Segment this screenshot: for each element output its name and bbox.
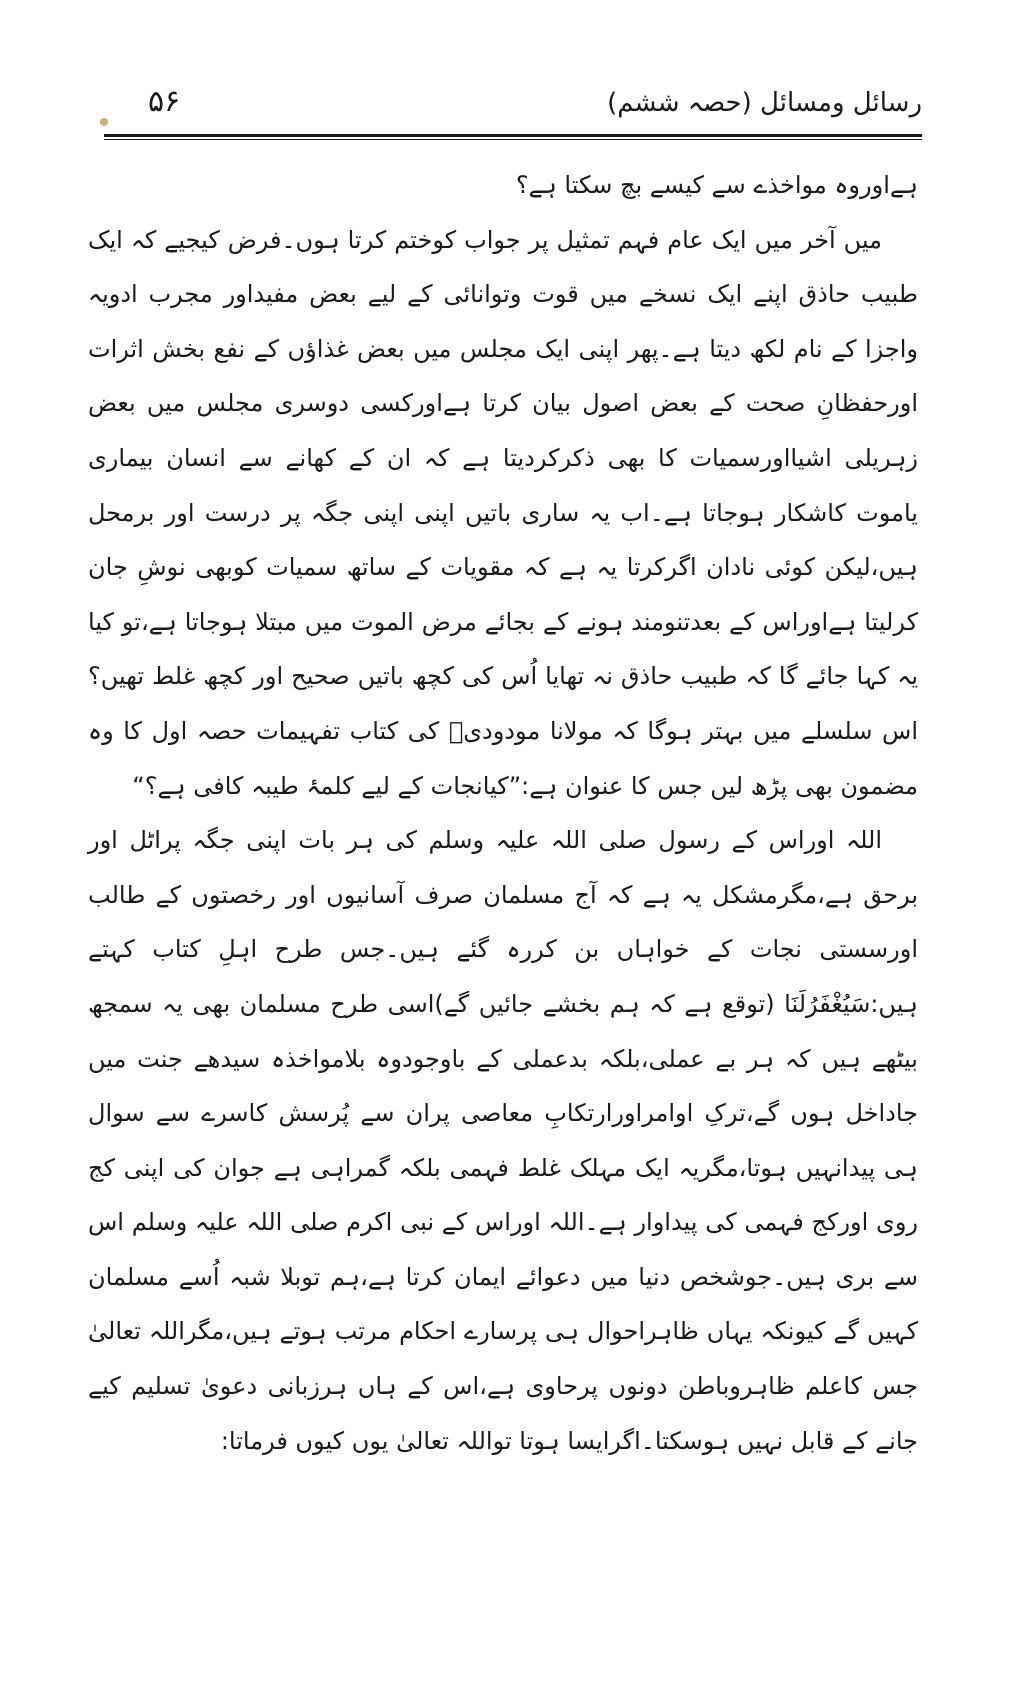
header-rule: [104, 134, 922, 137]
running-title: رسائل ومسائل (حصہ ششم): [607, 88, 922, 118]
paragraph-1: ہےاوروہ مواخذے سے کیسے بچ سکتا ہے؟: [515, 171, 918, 199]
body-text: [88, 158, 918, 1468]
decorative-dot: [100, 118, 108, 126]
page-header: [100, 78, 922, 130]
page-number: ۵۶: [148, 84, 181, 119]
paragraph-3: اللہ اوراس کے رسول صلی اللہ علیہ وسلم کی ہر بات اپنی جگہ پراٹل اور برحق ہے،مگرمشکل یہ ہے کہ آج مسلمان صرف آسانیوں اور رخصتوں کے طالب اورسستی نجات کے خواہاں بن کررہ گئے ہیں۔جس طرح اہلِ کتاب کہتے ہیں:سَيُغْفَرُلَنَا (توقع ہے کہ ہم بخشے جائیں گے)اسی طرح مسلمان بھی یہ سمجھ بیٹھے ہیں کہ ہر بے عملی،بلکہ بدعملی کے باوجودوہ بلامواخذہ سیدھے جنت میں جاداخل ہوں گے،ترکِ اوامراورارتکابِ معاصی پران سے پُرسش کاسرے سے سوال ہی پیدانہیں ہوتا،مگریہ ایک مہلک غلط فہمی بلکہ گمراہی ہے جوان کی اپنی کج روی اورکج فہمی کی پیداوار ہے۔اللہ اوراس کے نبی اکرم صلی اللہ علیہ وسلم اس سے بری ہیں۔جوشخص دنیا میں دعوائے ایمان کرتا ہے،ہم توبلا شبہ اُسے مسلمان کہیں گے کیونکہ یہاں ظاہراحوال ہی پرسارے احکام مرتب ہوتے ہیں،مگراللہ تعالیٰ جس کاعلم ظاہروباطن دونوں پرحاوی ہے،اس کے ہاں ہرزبانی دعویٰ تسلیم کیے جانے کے قابل نہیں ہوسکتا۔اگرایسا ہوتا تواللہ تعالیٰ یوں کیوں فرماتا:: [88, 826, 918, 1455]
paragraph-2: میں آخر میں ایک عام فہم تمثیل پر جواب کوختم کرتا ہوں۔فرض کیجیے کہ ایک طبیب حاذق اپنے ایک نسخے میں قوت وتوانائی کے لیے بعض مفیداور مجرب ادویہ واجزا کے نام لکھ دیتا ہے۔پھر اپنی ایک مجلس میں بعض غذاؤں کے نفع بخش اثرات اورحفظانِ صحت کے بعض اصول بیان کرتا ہےاورکسی دوسری مجلس میں بعض زہریلی اشیااورسمیات کا بھی ذکرکردیتا ہے کہ ان کے کھانے سے انسان بیماری یاموت کاشکار ہوجاتا ہے۔اب یہ ساری باتیں اپنی اپنی جگہ پر درست اور برمحل ہیں،لیکن کوئی نادان اگرکرتا یہ ہے کہ مقویات کے ساتھ سمیات کوبھی نوشِ جان کرلیتا ہےاوراس کے بعدتنومند ہونے کے بجائے مرض الموت میں مبتلا ہوجاتا ہے،تو کیا یہ کہا جائے گا کہ طبیب حاذق نہ تھایا اُس کی کچھ باتیں صحیح اور کچھ غلط تھیں؟اس سلسلے میں بہتر ہوگا کہ مولانا مودودیؒ کی کتاب تفہیمات حصہ اول کا وہ مضمون بھی پڑھ لیں جس کا عنوان ہے:”کیانجات کے لیے کلمۂ طیبہ کافی ہے؟“: [88, 225, 918, 800]
header-rule-thin: [104, 139, 922, 140]
